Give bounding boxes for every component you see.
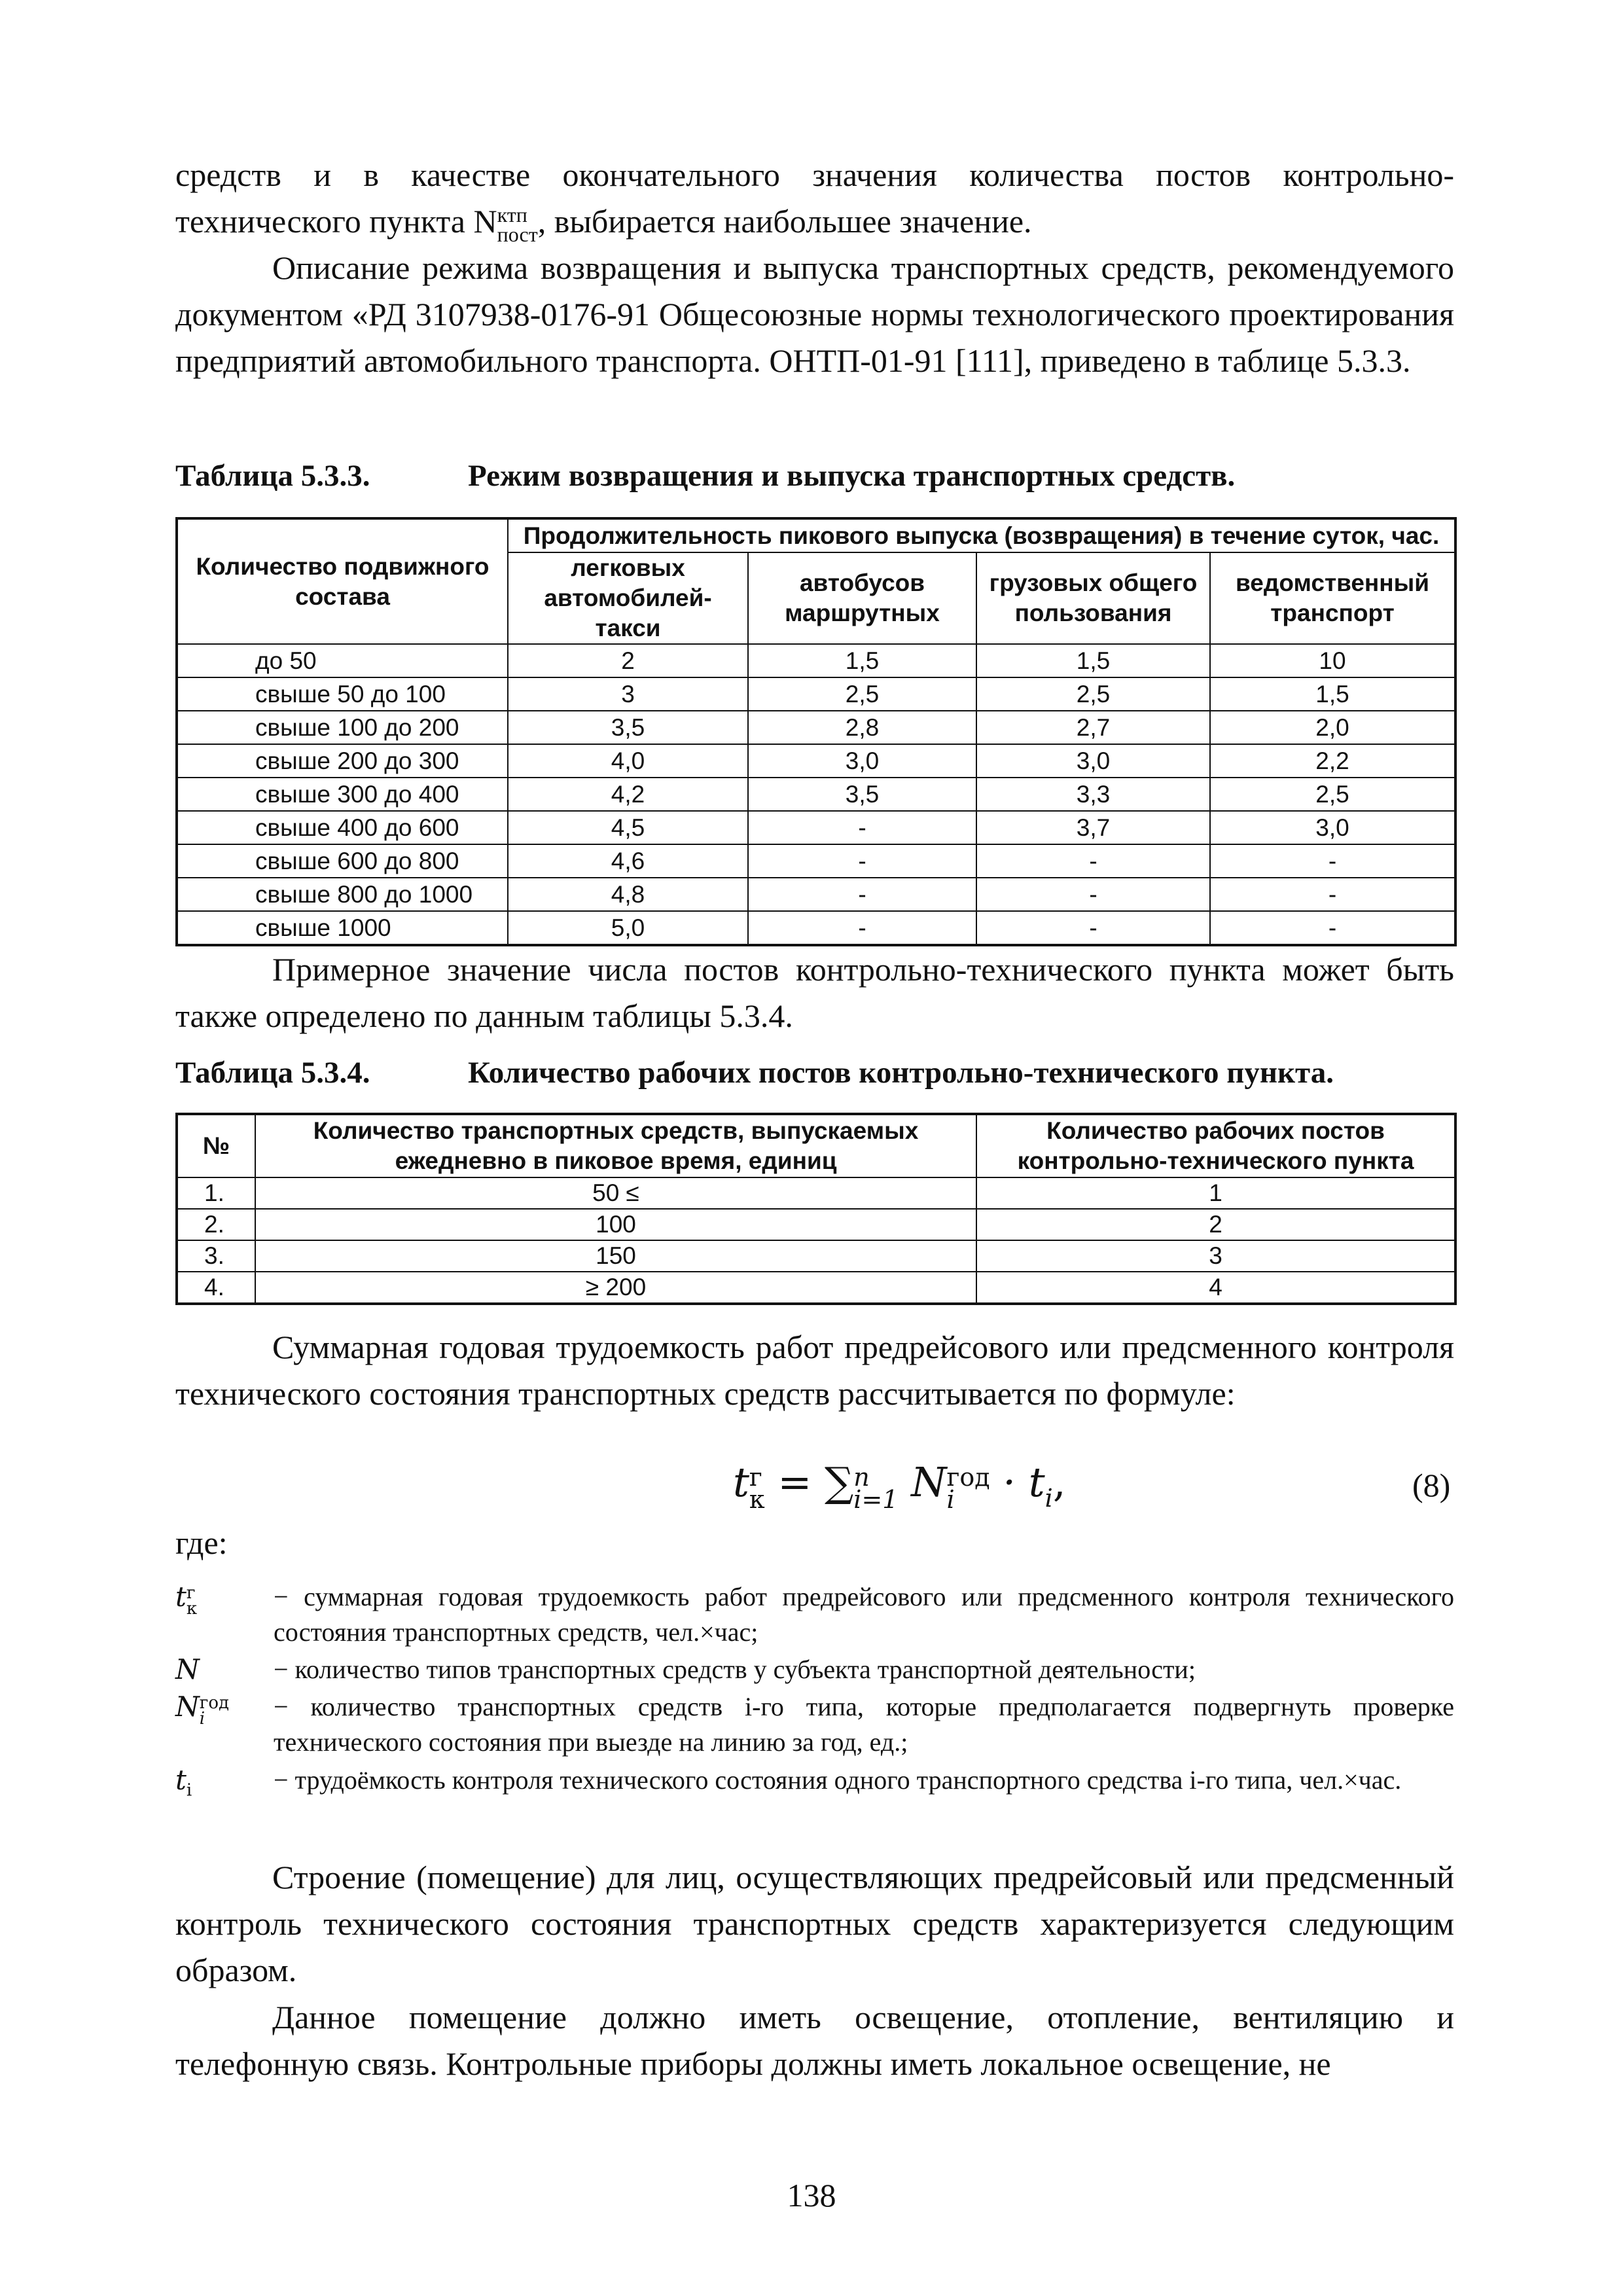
table-title: Количество рабочих постов контрольно-технического пункта.	[468, 1056, 1334, 1090]
table-subheader: легковых автомобилей-такси	[508, 552, 748, 644]
formula: tг к = ∑n i=1 Nгод $i \cdot t_i$,	[733, 1458, 1066, 1514]
table-header: Количество подвижного состава	[177, 518, 508, 644]
table-cell: 1,5	[748, 644, 976, 677]
table-title: Режим возвращения и выпуска транспортных средств.	[468, 459, 1236, 493]
n-kp-post-symbol: ктп пост	[497, 203, 538, 246]
table-cell: 3,7	[976, 811, 1210, 844]
table-row	[177, 677, 1455, 711]
table-cell: свыше 600 до 800	[177, 844, 508, 878]
table-cell: 4,8	[508, 878, 748, 911]
table-row	[177, 1209, 1455, 1240]
table-row	[177, 844, 1455, 878]
definition-symbol: tг к	[175, 1581, 198, 1619]
definition-symbol: N	[175, 1653, 200, 1685]
definition-symbol: Nгод i	[175, 1691, 230, 1729]
table-number: Таблица 5.3.4.	[175, 1056, 370, 1090]
table-cell: 3	[508, 677, 748, 711]
table-cell: -	[748, 878, 976, 911]
table-cell: свыше 50 до 100	[177, 677, 508, 711]
paragraph: Данное помещение должно иметь освещение, отопление, вентиляцию и телефонную связь. Контрольные приборы должны иметь локальное освещение, не	[175, 1999, 1454, 2082]
table-cell: 2,0	[1210, 711, 1455, 744]
table-cell: -	[976, 911, 1210, 945]
table-cell: 4,6	[508, 844, 748, 878]
table-cell: -	[1210, 844, 1455, 878]
table-cell: 4	[976, 1272, 1455, 1304]
table-cell: -	[748, 811, 976, 844]
table-cell: 3,5	[508, 711, 748, 744]
table-row	[177, 744, 1455, 778]
paragraph: Суммарная годовая трудоемкость работ предрейсового или предсменного контроля технического состояния транспортных средств рассчитывается по формуле:	[175, 1329, 1454, 1412]
table-subheader: автобусов маршрутных	[748, 552, 976, 644]
table-cell: -	[748, 844, 976, 878]
table-cell: -	[976, 844, 1210, 878]
definition-item	[175, 1652, 1454, 1687]
definition-item	[175, 1763, 1454, 1801]
formula-number: (8)	[1412, 1467, 1451, 1503]
table-cell: -	[1210, 911, 1455, 945]
definition-text: − количество транспортных средств i-го типа, которые предполагается подвергнуть проверке технического состояния при выезде на линию за год, ед.;	[274, 1692, 1454, 1757]
definition-text: − трудоёмкость контроля технического состояния одного транспортного средства i-го типа, чел.×час.	[274, 1765, 1402, 1795]
paragraph: Описание режима возвращения и выпуска транспортных средств, рекомендуемого документом «РД 3107938-0176-91 Общесоюзные нормы технологического проектирования предприятий автомобильного транспорта. ОНТП-01-91 [111], приведено в таблице 5.3.3.	[175, 249, 1454, 379]
table-cell: 5,0	[508, 911, 748, 945]
table-row	[177, 644, 1455, 677]
table-cell: 3,0	[976, 744, 1210, 778]
table-row	[177, 1240, 1455, 1272]
table-row	[177, 878, 1455, 911]
paragraph-line: технического пункта Nктп пост, выбирается наибольшее значение.	[175, 203, 1032, 246]
table-cell: 3,3	[976, 778, 1210, 811]
table-cell: свыше 1000	[177, 911, 508, 945]
table-cell: свыше 200 до 300	[177, 744, 508, 778]
table-cell: 3.	[177, 1240, 255, 1272]
table-cell: 3,0	[748, 744, 976, 778]
table-cell: 1	[976, 1177, 1455, 1209]
table-row	[177, 1177, 1455, 1209]
table-cell: 2	[508, 644, 748, 677]
table-modes	[175, 517, 1457, 946]
table-cell: 50 ≤	[255, 1177, 976, 1209]
table-cell: -	[976, 878, 1210, 911]
table-cell: 2,7	[976, 711, 1210, 744]
table-cell: 3	[976, 1240, 1455, 1272]
definition-symbol: $t_i$	[175, 1764, 192, 1801]
table-cell: свыше 800 до 1000	[177, 878, 508, 911]
table-caption	[175, 458, 1454, 493]
table-row	[177, 778, 1455, 811]
table-cell: 4.	[177, 1272, 255, 1304]
table-cell: 10	[1210, 644, 1455, 677]
table-cell: 4,5	[508, 811, 748, 844]
table-header: №	[177, 1114, 255, 1177]
table-cell: 4,0	[508, 744, 748, 778]
table-cell: 100	[255, 1209, 976, 1240]
table-cell: -	[1210, 878, 1455, 911]
page-number: 138	[787, 2177, 836, 2214]
table-header: Количество транспортных средств, выпускаемых ежедневно в пиковое время, единиц	[255, 1114, 976, 1177]
table-cell: 1,5	[1210, 677, 1455, 711]
table-posts	[175, 1113, 1457, 1305]
definition-text: − суммарная годовая трудоемкость работ предрейсового или предсменного контроля технического состояния транспортных средств, чел.×час;	[274, 1582, 1454, 1647]
table-caption	[175, 1055, 1454, 1090]
table-header: Количество рабочих постов контрольно-технического пункта	[976, 1114, 1455, 1177]
table-cell: 2,2	[1210, 744, 1455, 778]
table-cell: ≥ 200	[255, 1272, 976, 1304]
table-cell: 1,5	[976, 644, 1210, 677]
table-row	[177, 911, 1455, 945]
table-cell: 4,2	[508, 778, 748, 811]
table-cell: 2,5	[748, 677, 976, 711]
table-subheader: грузовых общего пользования	[976, 552, 1210, 644]
table-cell: -	[748, 911, 976, 945]
definition-text: − количество типов транспортных средств у субъекта транспортной деятельности;	[274, 1655, 1196, 1684]
table-header: Продолжительность пикового выпуска (возвращения) в течение суток, час.	[508, 518, 1455, 552]
table-cell: 3,0	[1210, 811, 1455, 844]
table-cell: 3,5	[748, 778, 976, 811]
where-label: где:	[175, 1524, 228, 1561]
table-cell: 2	[976, 1209, 1455, 1240]
table-subheader: ведомственный транспорт	[1210, 552, 1455, 644]
table-row	[177, 711, 1455, 744]
table-cell: до 50	[177, 644, 508, 677]
table-cell: 2,8	[748, 711, 976, 744]
table-cell: 2.	[177, 1209, 255, 1240]
table-row	[177, 1272, 1455, 1304]
table-cell: 150	[255, 1240, 976, 1272]
table-cell: 2,5	[1210, 778, 1455, 811]
paragraph-line: средств и в качестве окончательного значения количества постов контрольно-	[175, 156, 1454, 193]
table-cell: свыше 400 до 600	[177, 811, 508, 844]
definition-item	[175, 1689, 1454, 1760]
paragraph: Строение (помещение) для лиц, осуществляющих предрейсовый или предсменный контроль технического состояния транспортных средств характеризуется следующим образом.	[175, 1859, 1454, 1988]
table-cell: свыше 100 до 200	[177, 711, 508, 744]
table-row	[177, 811, 1455, 844]
table-number: Таблица 5.3.3.	[175, 459, 370, 493]
table-cell: 1.	[177, 1177, 255, 1209]
table-cell: 2,5	[976, 677, 1210, 711]
table-cell: свыше 300 до 400	[177, 778, 508, 811]
paragraph: Примерное значение числа постов контрольно-технического пункта может быть также определено по данным таблицы 5.3.4.	[175, 951, 1454, 1034]
definition-item	[175, 1579, 1454, 1650]
